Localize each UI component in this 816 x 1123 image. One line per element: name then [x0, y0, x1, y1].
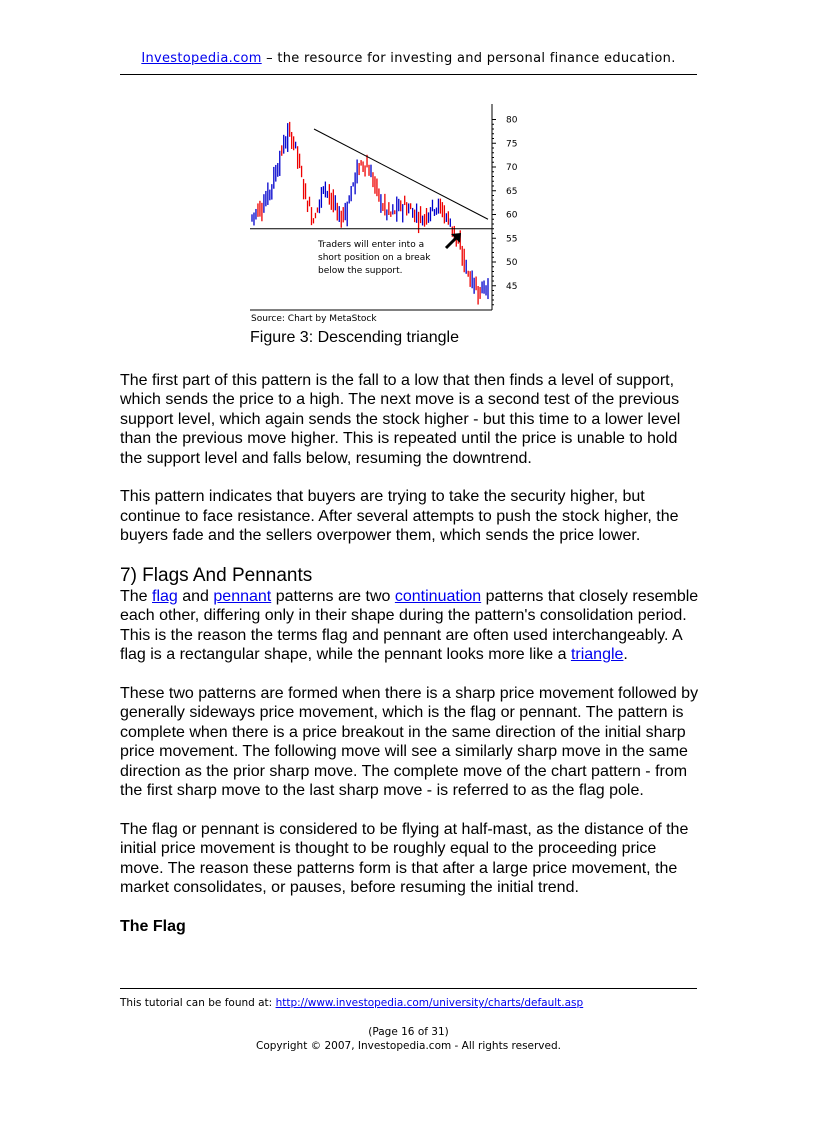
- y-tick-label: 50: [506, 258, 518, 268]
- copyright: Copyright © 2007, Investopedia.com - All rights reserved.: [256, 1040, 561, 1052]
- page-header: [120, 51, 697, 66]
- flag-link[interactable]: flag: [152, 588, 178, 606]
- article-body: [120, 371, 700, 936]
- footer-prefix: This tutorial can be found at:: [120, 997, 276, 1009]
- subheading-the-flag: The Flag: [120, 917, 186, 935]
- paragraph-buyers-resistance: This pattern indicates that buyers are trying to take the security higher, but continue to face resistance. After several attempts to push the stock higher, the buyers fade and the sellers overpower them, which sends the price lower.: [120, 488, 679, 545]
- continuation-link[interactable]: continuation: [394, 588, 482, 606]
- footer-tutorial-location: [120, 997, 583, 1009]
- paragraph-pattern-formation: These two patterns are formed when there is a sharp price movement followed by generally sideways price movement, which is the flag or pennant. The pattern is complete when there is a price breakout in the same direction of the initial sharp price movement. The following move will see a similarly sharp move in the same direction as the prior sharp move. The complete move of the chart pattern - from the first sharp move to the last sharp move - is referred to as the flag pole.: [120, 685, 699, 800]
- annotation-line-3: below the support.: [318, 266, 403, 276]
- descending-triangle-figure: [248, 100, 524, 326]
- text-run: and: [177, 588, 214, 606]
- header-divider: [120, 74, 697, 75]
- paragraph-pattern-description: The first part of this pattern is the fall to a low that then finds a level of support, which sends the price to a high. The next move is a second test of the previous support level, which again sends the stock higher - but this time to a lower level than the previous move higher. This is repeated until the price is unable to hold the support level and falls below, resuming the downtrend.: [120, 372, 681, 467]
- footer-divider: [120, 988, 697, 989]
- annotation-line-1: Traders will enter into a: [318, 240, 425, 250]
- text-run: patterns that closely resemble each other, differing only in their shape during the pattern's consolidation period. This is the reason the terms flag and pennant are often used interchangeably. A flag is a rectangular shape, while the pennant looks more like a: [120, 588, 699, 664]
- tutorial-url-link[interactable]: http://www.investopedia.com/university/charts/default.asp: [275, 997, 584, 1009]
- y-tick-label: 60: [506, 210, 518, 221]
- y-tick-label: 75: [506, 139, 518, 150]
- y-tick-label: 65: [506, 186, 518, 197]
- paragraph-flag-pennant-intro: [120, 587, 700, 665]
- paragraph-half-mast: The flag or pennant is considered to be flying at half-mast, as the distance of the initial price movement is thought to be roughly equal to the proceeding price move. The reason these patterns form is that after a large price movement, the market consolidates, or pauses, before resuming the initial trend.: [120, 820, 689, 897]
- annotation-line-2: short position on a break: [318, 253, 431, 263]
- text-run: .: [623, 646, 628, 664]
- y-tick-label: 45: [506, 281, 518, 292]
- figure-caption: Figure 3: Descending triangle: [250, 329, 460, 346]
- investopedia-link[interactable]: Investopedia.com: [141, 51, 262, 66]
- header-tagline: – the resource for investing and personal finance education.: [261, 51, 676, 66]
- page-number: (Page 16 of 31): [368, 1026, 449, 1038]
- section-heading: 7) Flags And Pennants: [120, 565, 313, 587]
- triangle-link[interactable]: triangle: [570, 646, 624, 664]
- pennant-link[interactable]: pennant: [213, 588, 272, 606]
- text-run: The: [120, 588, 153, 606]
- footer-info: [120, 1025, 697, 1053]
- y-tick-label: 80: [506, 115, 518, 126]
- y-tick-label: 55: [506, 234, 518, 245]
- chart-source: Source: Chart by MetaStock: [251, 314, 377, 324]
- text-run: patterns are two: [271, 588, 395, 606]
- descending-triangle-chart: [248, 100, 524, 326]
- y-tick-label: 70: [506, 163, 518, 173]
